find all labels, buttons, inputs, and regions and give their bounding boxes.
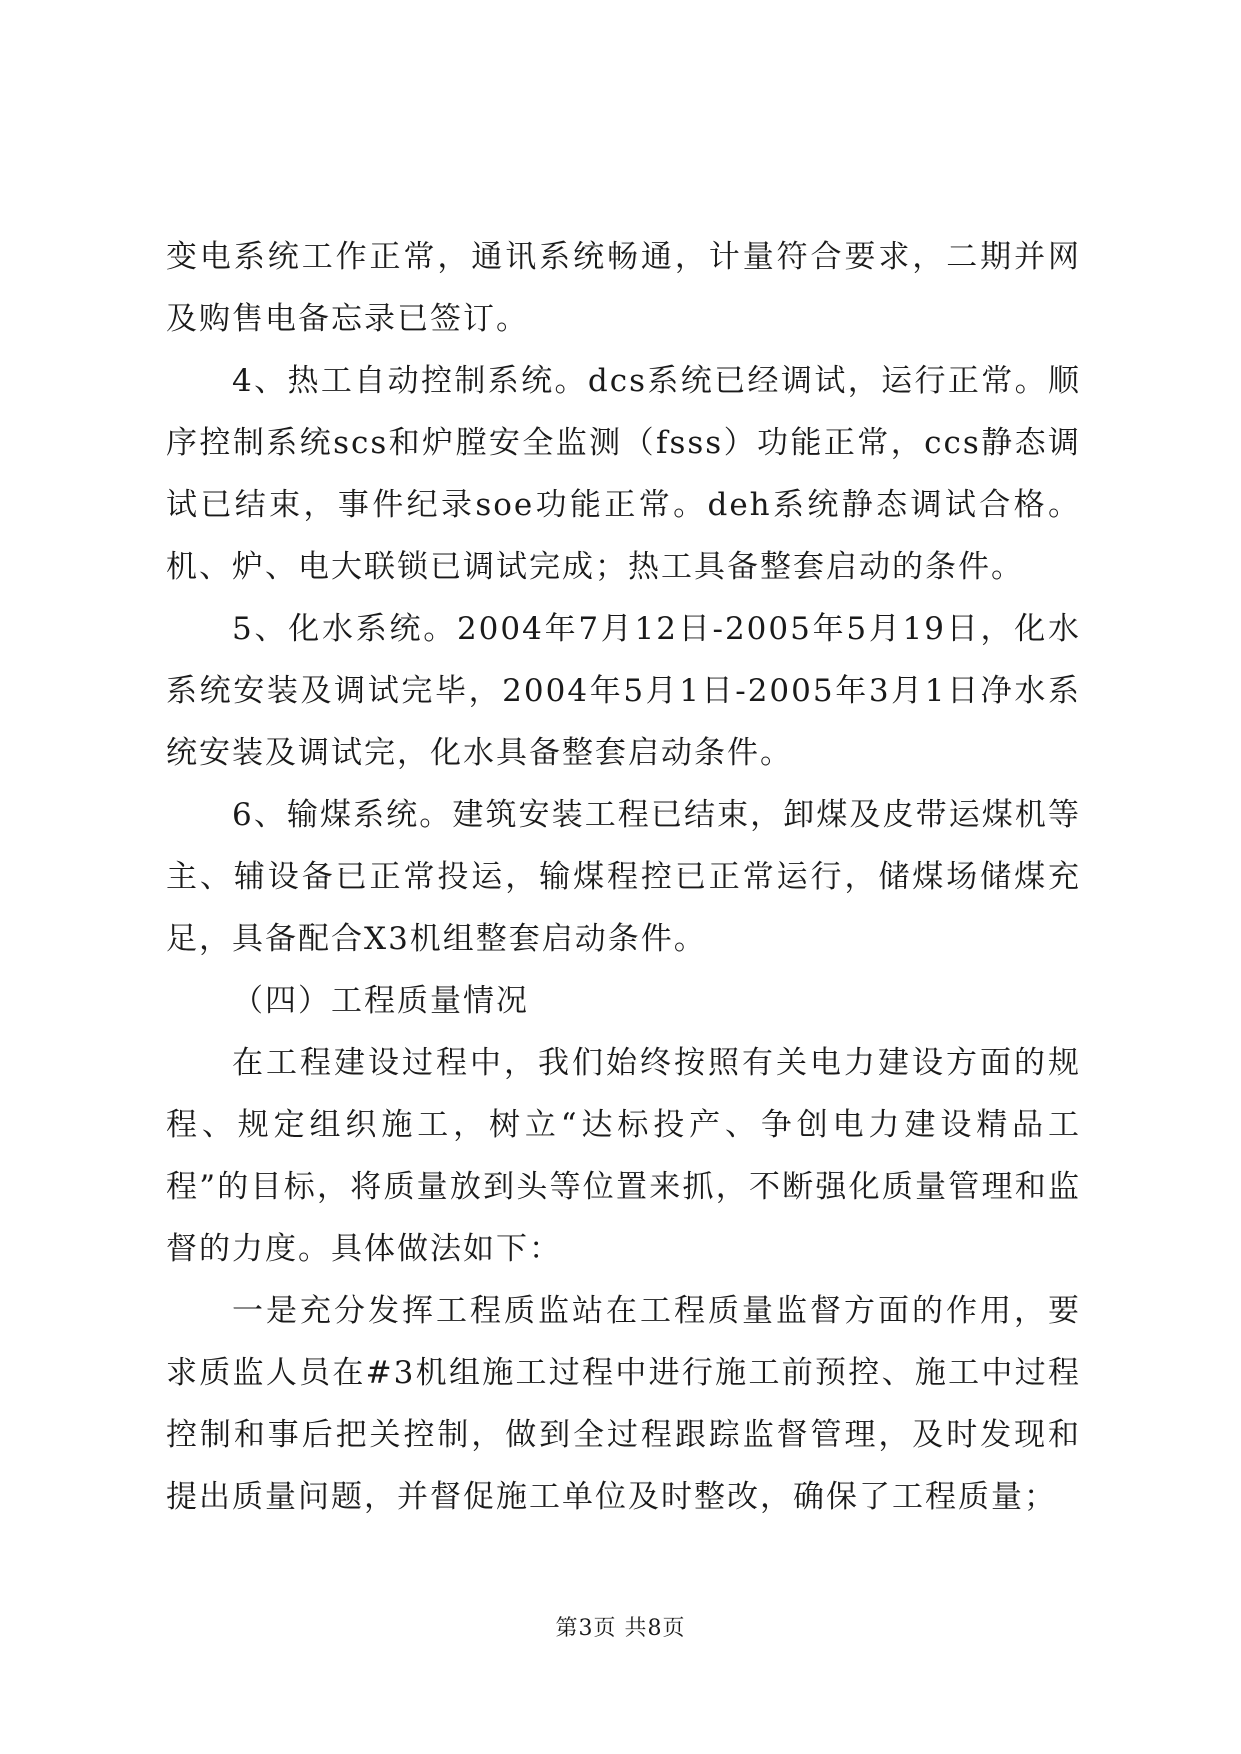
paragraph-water-treatment: 5、化水系统。2004年7月12日-2005年5月19日，化水系统安装及调试完毕，2004年5月1日-2005年3月1日净水系统安装及调试完，化水具备整套启动条件。	[166, 611, 1081, 771]
paragraph-coal-handling: 6、输煤系统。建筑安装工程已结束，卸煤及皮带运煤机等主、辅设备已正常投运，输煤程控已正常运行，储煤场储煤充足，具备配合X3机组整套启动条件。	[166, 797, 1081, 957]
paragraph-continuation: 变电系统工作正常，通讯系统畅通，计量符合要求，二期并网及购售电备忘录已签订。	[166, 239, 1081, 337]
page-number-footer: 第3页 共8页	[555, 1616, 686, 1641]
paragraph-thermal-control: 4、热工自动控制系统。dcs系统已经调试，运行正常。顺序控制系统scs和炉膛安全监测（fsss）功能正常，ccs静态调试已结束，事件纪录soe功能正常。deh系统静态调试合格。机、炉、电大联锁已调试完成；热工具备整套启动的条件。	[166, 363, 1081, 585]
paragraph-quality-overview: 在工程建设过程中，我们始终按照有关电力建设方面的规程、规定组织施工，树立“达标投产、争创电力建设精品工程”的目标，将质量放到头等位置来抓，不断强化质量管理和监督的力度。具体做法如下：	[166, 1045, 1081, 1267]
paragraph-quality-point-one: 一是充分发挥工程质监站在工程质量监督方面的作用，要求质监人员在#3机组施工过程中进行施工前预控、施工中过程控制和事后把关控制，做到全过程跟踪监督管理，及时发现和提出质量问题，并督促施工单位及时整改，确保了工程质量；	[166, 1293, 1081, 1515]
section-heading-quality: （四）工程质量情况	[232, 983, 529, 1019]
document-body	[166, 226, 1081, 1528]
